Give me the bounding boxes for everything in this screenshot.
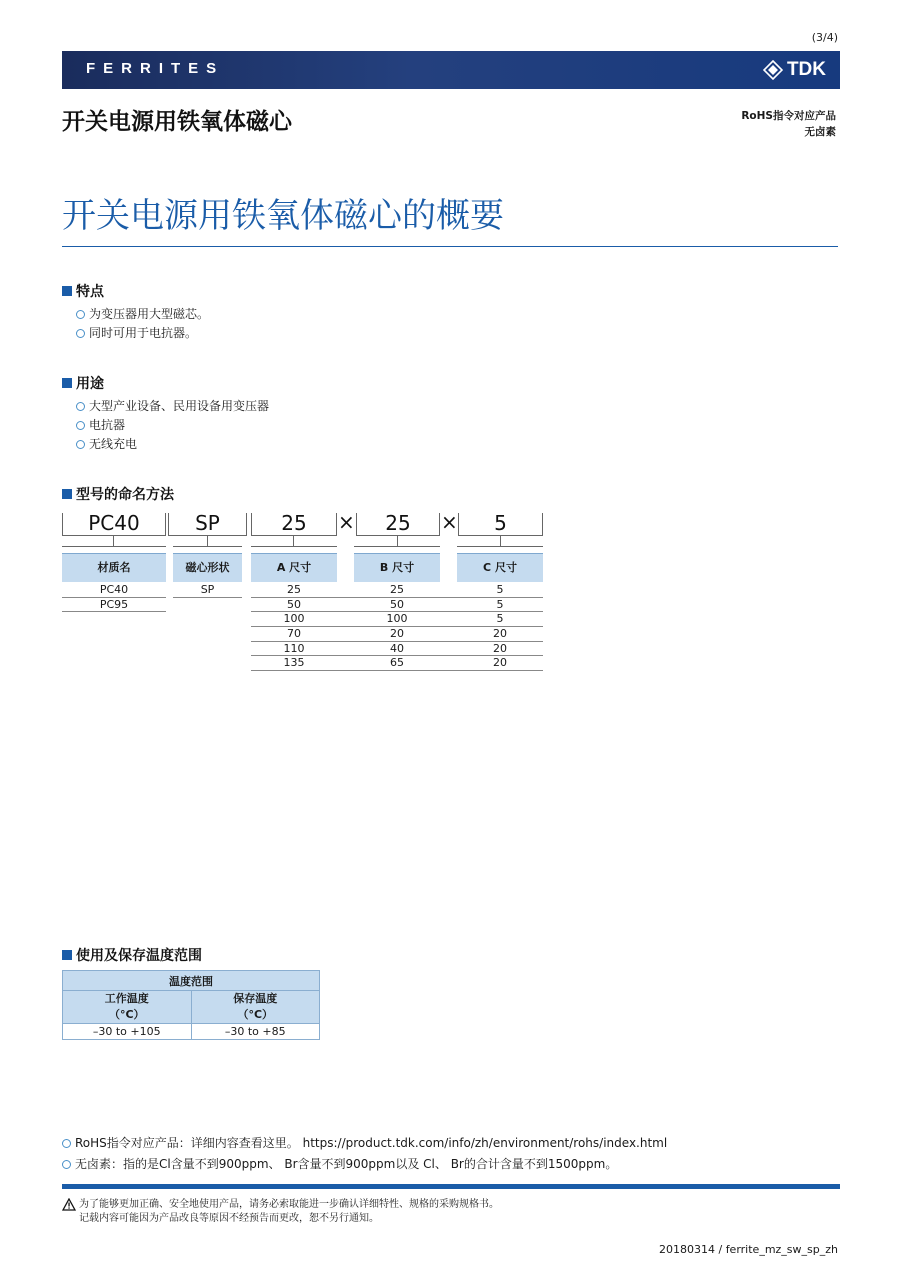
- connector: [397, 536, 398, 546]
- logo-text: TDK: [786, 59, 826, 80]
- circle-bullet-icon: [76, 440, 85, 449]
- temperature-heading: [62, 945, 202, 965]
- label-a: A 尺寸: [251, 553, 337, 582]
- connector: [354, 546, 440, 547]
- part-c: 5: [494, 511, 507, 535]
- warning-line: 为了能够更加正确、安全地使用产品，请务必索取能进一步确认详细特性、规格的采购规格书。: [79, 1199, 499, 1210]
- material-value: PC40: [99, 583, 129, 596]
- dim-a: 135: [283, 656, 305, 669]
- applications-heading-text: 用途: [76, 376, 104, 392]
- note-item: RoHS指令对应产品：详细内容查看这里。 https://product.tdk.com/info/zh/environment/rohs/index.html: [62, 1133, 667, 1154]
- dim-a: 110: [283, 642, 305, 655]
- dim-c: 20: [493, 642, 507, 655]
- list-item: 无线充电: [76, 435, 269, 454]
- connector: [173, 546, 242, 547]
- label-shape: 磁心形状: [173, 553, 242, 582]
- banner-title: FERRITES: [86, 60, 225, 77]
- connector: [500, 536, 501, 546]
- label-c: C 尺寸: [457, 553, 543, 582]
- circle-bullet-icon: [76, 310, 85, 319]
- list-item: 同时可用于电抗器。: [76, 324, 209, 343]
- dim-c: 5: [496, 612, 504, 625]
- part-b: 25: [385, 511, 411, 535]
- circle-bullet-icon: [76, 421, 85, 430]
- connector: [62, 546, 166, 547]
- features-list: [76, 305, 209, 343]
- dim-c: 20: [493, 627, 507, 640]
- connector: [207, 536, 208, 546]
- circle-bullet-icon: [62, 1139, 71, 1148]
- dim-a: 50: [287, 598, 301, 611]
- main-heading: 开关电源用铁氧体磁心的概要: [62, 196, 504, 236]
- connector: [113, 536, 114, 546]
- square-bullet-icon: [62, 286, 72, 296]
- storage-temp-header: 保存温度 （°C）: [191, 991, 320, 1024]
- label-b: B 尺寸: [354, 553, 440, 582]
- dim-a: 25: [287, 583, 301, 596]
- dim-a: 100: [283, 612, 305, 625]
- note-item: 无卤素：指的是Cl含量不到900ppm、 Br含量不到900ppm以及 Cl、 Br的合计含量不到1500ppm。: [62, 1154, 667, 1175]
- connector: [251, 546, 337, 547]
- naming-heading: [62, 484, 174, 504]
- halogen-free-line: 无卤素: [804, 126, 836, 138]
- storage-temp-value: –30 to +85: [191, 1024, 320, 1040]
- circle-bullet-icon: [62, 1160, 71, 1169]
- heading-rule: [62, 246, 838, 247]
- dim-b: 40: [390, 642, 404, 655]
- warning-notice: [62, 1198, 499, 1226]
- naming-heading-text: 型号的命名方法: [76, 487, 174, 503]
- warning-icon: [62, 1198, 76, 1211]
- square-bullet-icon: [62, 378, 72, 388]
- row-rule: [62, 611, 166, 612]
- dim-b: 50: [390, 598, 404, 611]
- dim-b: 100: [386, 612, 408, 625]
- operating-temp-header: 工作温度 （°C）: [63, 991, 192, 1024]
- square-bullet-icon: [62, 950, 72, 960]
- table-row: [63, 971, 320, 991]
- applications-list: [76, 397, 269, 454]
- header-banner: [62, 51, 840, 89]
- part-a: 25: [281, 511, 307, 535]
- circle-bullet-icon: [76, 329, 85, 338]
- dim-b: 25: [390, 583, 404, 596]
- label-material: 材质名: [62, 553, 166, 582]
- table-row: [63, 1024, 320, 1040]
- warning-line: 记载内容可能因为产品改良等原因不经预告而更改，恕不另行通知。: [79, 1213, 379, 1224]
- part-shape: SP: [195, 511, 220, 535]
- circle-bullet-icon: [76, 402, 85, 411]
- row-rule: [173, 597, 242, 598]
- features-heading: [62, 281, 104, 301]
- operating-temp-value: –30 to +105: [63, 1024, 192, 1040]
- dim-c: 5: [496, 583, 504, 596]
- times-sign: ×: [441, 510, 458, 534]
- tdk-logo-icon: [763, 60, 783, 80]
- group-header: 温度范围: [63, 971, 320, 991]
- tdk-logo: [763, 59, 826, 81]
- list-item: 为变压器用大型磁芯。: [76, 305, 209, 324]
- dim-c: 5: [496, 598, 504, 611]
- features-heading-text: 特点: [76, 284, 104, 300]
- rohs-line: RoHS指令对应产品: [741, 110, 836, 122]
- temperature-table: [62, 970, 320, 1040]
- row-rule: [251, 670, 543, 671]
- list-item: 电抗器: [76, 416, 269, 435]
- footer-code: 20180314 / ferrite_mz_sw_sp_zh: [659, 1243, 838, 1256]
- shape-value: SP: [200, 583, 215, 596]
- notes: [62, 1133, 667, 1175]
- times-sign: ×: [338, 510, 355, 534]
- list-item: 大型产业设备、民用设备用变压器: [76, 397, 269, 416]
- material-value: PC95: [99, 598, 129, 611]
- dim-b: 65: [390, 656, 404, 669]
- rohs-flag: [741, 108, 836, 140]
- temperature-heading-text: 使用及保存温度范围: [76, 948, 202, 964]
- connector: [457, 546, 543, 547]
- connector: [293, 536, 294, 546]
- part-material: PC40: [88, 511, 140, 535]
- dim-a: 70: [287, 627, 301, 640]
- bottom-rule: [62, 1184, 840, 1189]
- table-row: [63, 991, 320, 1024]
- product-title: 开关电源用铁氧体磁心: [62, 109, 292, 135]
- applications-heading: [62, 373, 104, 393]
- square-bullet-icon: [62, 489, 72, 499]
- dim-c: 20: [493, 656, 507, 669]
- page-number: (3/4): [811, 31, 838, 44]
- dim-b: 20: [390, 627, 404, 640]
